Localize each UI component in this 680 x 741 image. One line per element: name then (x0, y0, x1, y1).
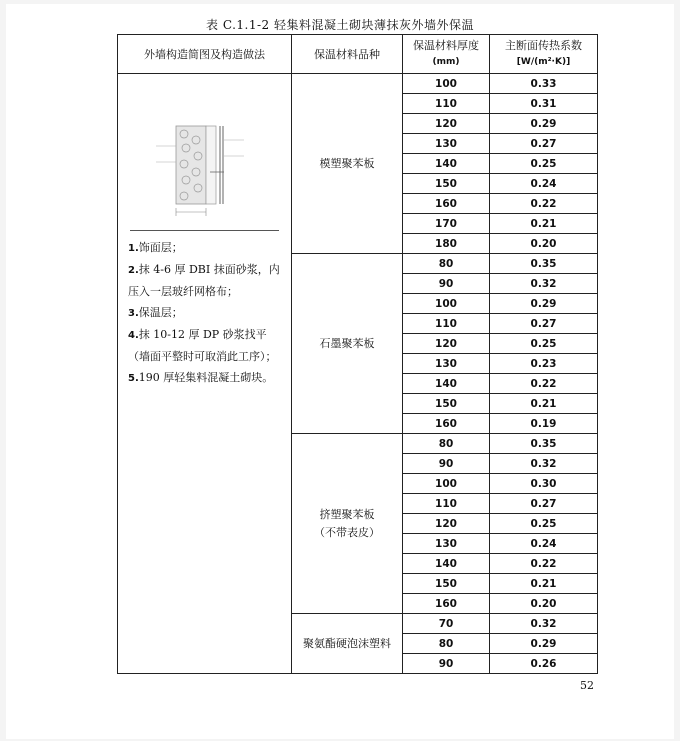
coefficient-cell: 0.21 (490, 394, 598, 414)
thickness-cell: 130 (403, 534, 490, 554)
step-text: 抹 4-6 厚 DBI 抹面砂浆，内压入一层玻纤网格布； (128, 263, 280, 298)
thickness-cell: 90 (403, 454, 490, 474)
thickness-cell: 140 (403, 554, 490, 574)
material-cell: 石墨聚苯板 (292, 254, 403, 434)
thickness-cell: 150 (403, 574, 490, 594)
coefficient-cell: 0.32 (490, 454, 598, 474)
step-number: 1. (128, 243, 139, 254)
coefficient-cell: 0.25 (490, 514, 598, 534)
thickness-cell: 100 (403, 474, 490, 494)
thickness-cell: 100 (403, 294, 490, 314)
header-thickness (403, 35, 490, 74)
coefficient-cell: 0.30 (490, 474, 598, 494)
coefficient-cell: 0.22 (490, 374, 598, 394)
material-cell: 挤塑聚苯板（不带表皮） (292, 434, 403, 614)
thickness-cell: 180 (403, 234, 490, 254)
table-row (118, 74, 598, 94)
coefficient-cell: 0.35 (490, 254, 598, 274)
coefficient-cell: 0.26 (490, 654, 598, 674)
coefficient-cell: 0.29 (490, 294, 598, 314)
coefficient-cell: 0.22 (490, 194, 598, 214)
coefficient-cell: 0.23 (490, 354, 598, 374)
insulation-table (117, 34, 598, 674)
thickness-cell: 120 (403, 114, 490, 134)
coefficient-cell: 0.19 (490, 414, 598, 434)
thickness-cell: 70 (403, 614, 490, 634)
coefficient-cell: 0.32 (490, 614, 598, 634)
thickness-cell: 80 (403, 634, 490, 654)
step-text: 保温层； (138, 306, 183, 319)
header-coefficient-unit: [W/(m²·K)] (516, 57, 571, 67)
thickness-cell: 110 (403, 94, 490, 114)
construction-step (128, 367, 285, 389)
thickness-cell: 90 (403, 274, 490, 294)
header-coefficient-label: 主断面传热系数 (505, 39, 582, 52)
material-cell: 聚氨酯硬泡沫塑料 (292, 614, 403, 674)
coefficient-cell: 0.29 (490, 634, 598, 654)
page-number: 52 (580, 679, 594, 692)
header-material: 保温材料品种 (292, 35, 403, 74)
construction-steps (118, 231, 291, 389)
header-thickness-label: 保温材料厚度 (413, 39, 479, 52)
coefficient-cell: 0.20 (490, 234, 598, 254)
thickness-cell: 140 (403, 154, 490, 174)
step-text: 190 厚轻集料混凝土砌块。 (138, 371, 274, 384)
thickness-cell: 160 (403, 594, 490, 614)
construction-cell (118, 74, 292, 674)
coefficient-cell: 0.35 (490, 434, 598, 454)
construction-step (128, 237, 285, 259)
coefficient-cell: 0.22 (490, 554, 598, 574)
coefficient-cell: 0.33 (490, 74, 598, 94)
thickness-cell: 120 (403, 514, 490, 534)
step-text: 抹 10-12 厚 DP 砂浆找平（墙面平整时可取消此工序）； (128, 328, 277, 363)
coefficient-cell: 0.27 (490, 134, 598, 154)
coefficient-cell: 0.20 (490, 594, 598, 614)
thickness-cell: 170 (403, 214, 490, 234)
construction-step (128, 259, 285, 302)
thickness-cell: 130 (403, 134, 490, 154)
coefficient-cell: 0.25 (490, 334, 598, 354)
thickness-cell: 130 (403, 354, 490, 374)
coefficient-cell: 0.29 (490, 114, 598, 134)
coefficient-cell: 0.27 (490, 494, 598, 514)
thickness-cell: 160 (403, 414, 490, 434)
thickness-cell: 90 (403, 654, 490, 674)
header-thickness-unit: (mm) (432, 57, 460, 67)
thickness-cell: 140 (403, 374, 490, 394)
step-number: 3. (128, 308, 139, 319)
thickness-cell: 100 (403, 74, 490, 94)
wall-section-diagram (148, 120, 258, 220)
table-body (118, 74, 598, 674)
coefficient-cell: 0.27 (490, 314, 598, 334)
step-number: 5. (128, 373, 139, 384)
thickness-cell: 110 (403, 314, 490, 334)
construction-step (128, 324, 285, 367)
coefficient-cell: 0.21 (490, 214, 598, 234)
thickness-cell: 120 (403, 334, 490, 354)
thickness-cell: 110 (403, 494, 490, 514)
coefficient-cell: 0.21 (490, 574, 598, 594)
header-coefficient (490, 35, 598, 74)
thickness-cell: 150 (403, 394, 490, 414)
coefficient-cell: 0.25 (490, 154, 598, 174)
thickness-cell: 80 (403, 434, 490, 454)
header-row (118, 35, 598, 74)
step-number: 2. (128, 265, 139, 276)
coefficient-cell: 0.24 (490, 174, 598, 194)
step-number: 4. (128, 330, 139, 341)
coefficient-cell: 0.24 (490, 534, 598, 554)
thickness-cell: 150 (403, 174, 490, 194)
thickness-cell: 80 (403, 254, 490, 274)
header-construction: 外墙构造简图及构造做法 (118, 35, 292, 74)
thickness-cell: 160 (403, 194, 490, 214)
coefficient-cell: 0.31 (490, 94, 598, 114)
construction-step (128, 302, 285, 324)
document-page (6, 4, 674, 739)
step-text: 饰面层； (138, 241, 183, 254)
table-title: 表 C.1.1-2 轻集料混凝土砌块薄抹灰外墙外保温 (206, 18, 474, 32)
material-cell: 模塑聚苯板 (292, 74, 403, 254)
coefficient-cell: 0.32 (490, 274, 598, 294)
